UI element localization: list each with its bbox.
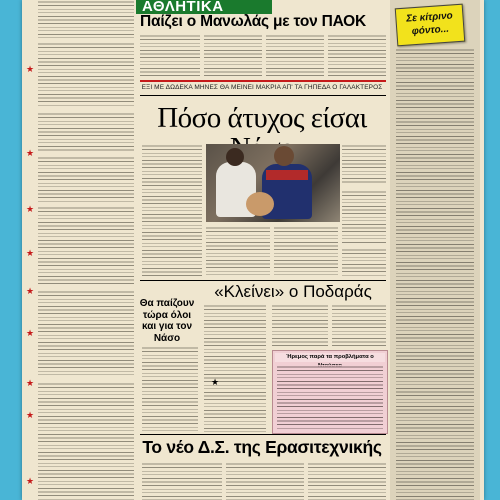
photo-figure [274,146,294,166]
text-block [142,462,222,500]
star-icon: ★ [26,477,35,487]
star-icon: ★ [26,329,35,339]
main-column [136,0,388,500]
star-icon: ★ [26,287,35,297]
divider [140,280,386,281]
sub-headline: «Κλείνει» ο Ποδαράς [214,282,372,301]
masthead: ΑΘΛΗΤΙΚΑ [136,0,272,14]
photo-figure [266,170,308,180]
text-block [308,462,386,500]
left-column [26,0,134,500]
star-icon: ★ [26,249,35,259]
news-photo [206,144,340,222]
divider [140,80,386,82]
star-icon: ★ [26,411,35,421]
top-headline: Παίζει ο Μανωλάς με τον ΠΑΟΚ [140,13,367,30]
sticker-text: Σε κίτρινο φόντο... [405,10,454,38]
star-icon: ★ [26,379,35,389]
text-block [38,382,134,500]
kicker: ΕΞΙ ΜΕ ΔΩΔΕΚΑ ΜΗΝΕΣ ΘΑ ΜΕΙΝΕΙ ΜΑΚΡΙΑ ΑΠ' ΤΑ ΓΗΠΕΔΑ Ο ΓΑΛΑΚΤΕΡΟΣ [141,84,383,91]
text-block [140,34,200,78]
text-block [396,48,474,500]
text-block [204,304,266,432]
star-icon: ★ [26,149,35,159]
bottom-headline: Το νέο Δ.Σ. της Ερασιτεχνικής [142,437,382,457]
newspaper-page [22,0,484,500]
text-block [38,0,134,38]
photo-caption [342,190,386,244]
divider [140,95,386,96]
text-block [142,144,202,276]
text-block [342,144,386,184]
photo-figure [226,148,244,166]
boxed-title: Ήρεμος παρά τα προβλήματα ο [275,353,385,362]
text-block [342,248,386,276]
text-block [277,365,383,429]
star-icon: ★ [211,378,220,388]
divider [140,434,386,435]
text-block [328,34,386,78]
side-headline: Θα παίζουν τώρα όλοι και για τον Νάσο [139,298,195,344]
text-block [274,226,338,276]
text-block [266,34,324,78]
photo-figure [246,192,274,216]
main-headline: Πόσο άτυχος είσαι [157,102,367,134]
text-block [38,156,134,202]
text-block [226,462,304,500]
text-block [142,346,198,432]
boxed-article [272,350,388,434]
text-block [204,34,262,78]
text-block [206,226,270,276]
text-block [38,290,134,378]
yellow-sticker [395,4,465,47]
star-icon: ★ [26,65,35,75]
star-icon: ★ [26,205,35,215]
text-block [272,304,328,346]
text-block [38,206,134,284]
text-block [38,42,134,108]
text-block [332,304,386,346]
text-block [38,112,134,152]
right-column [390,0,480,500]
